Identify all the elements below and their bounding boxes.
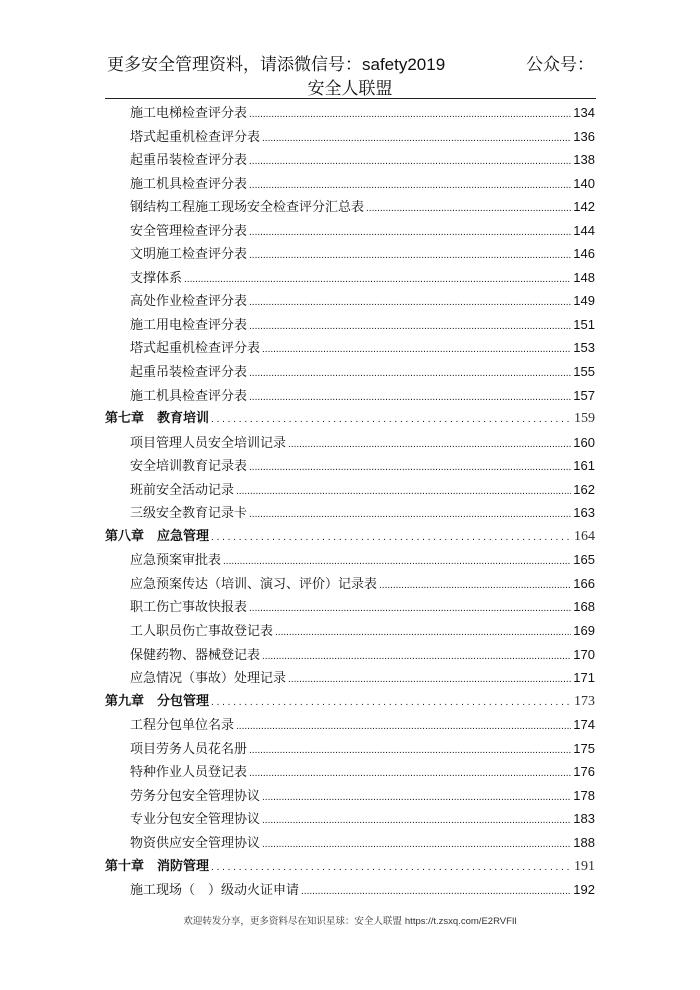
toc-leader-dots: [249, 150, 571, 174]
toc-leader-dots: [249, 174, 571, 198]
toc-page-number: 148: [573, 269, 595, 285]
toc-entry[interactable]: [105, 242, 595, 266]
toc-entry[interactable]: [105, 807, 595, 831]
toc-entry[interactable]: [105, 643, 595, 667]
toc-page-number: 134: [573, 105, 595, 120]
header-rule: [105, 98, 596, 99]
toc-leader-dots: [211, 526, 572, 550]
toc-entry-title: 物资供应安全管理协议: [130, 835, 261, 851]
toc-entry[interactable]: [105, 713, 595, 737]
toc-leader-dots: [379, 574, 571, 598]
toc-entry-title: 专业分包安全管理协议: [130, 812, 261, 828]
toc-page-number: 142: [573, 199, 595, 215]
toc-entry-title: 安全培训教育记录表: [130, 459, 248, 475]
toc-page-number: 174: [573, 717, 595, 733]
toc-page-number: 165: [573, 552, 595, 568]
toc-entry-title: 应急预案传达（培训、演习、评价）记录表: [130, 576, 378, 592]
toc-entry[interactable]: [105, 431, 595, 455]
toc-entry[interactable]: [105, 666, 595, 690]
toc-entry[interactable]: [105, 619, 595, 643]
toc-chapter-entry[interactable]: [105, 525, 595, 549]
toc-page-number: 191: [574, 858, 595, 874]
toc-leader-dots: [249, 456, 571, 480]
toc-entry-title: 钢结构工程施工现场安全检查评分汇总表: [130, 200, 365, 216]
toc-leader-dots: [249, 103, 571, 127]
toc-leader-dots: [249, 244, 571, 268]
toc-entry[interactable]: [105, 384, 595, 408]
toc-entry-title: 施工电梯检查评分表: [130, 106, 248, 121]
toc-entry-title: 塔式起重机检查评分表: [130, 129, 261, 145]
toc-entry[interactable]: [105, 219, 595, 243]
toc-entry-title: 塔式起重机检查评分表: [130, 341, 261, 357]
toc-leader-dots: [262, 338, 571, 362]
toc-leader-dots: [249, 291, 571, 315]
toc-page-number: 149: [573, 293, 595, 309]
toc-page-number: 138: [573, 152, 595, 168]
toc-entry-title: 高处作业检查评分表: [130, 294, 248, 310]
toc-leader-dots: [211, 408, 572, 432]
header-line: [107, 50, 445, 75]
toc-entry[interactable]: [105, 313, 595, 337]
toc-page-number: 163: [573, 505, 595, 521]
toc-leader-dots: [223, 550, 571, 574]
toc-entry[interactable]: [105, 878, 595, 902]
toc-page-number: 140: [573, 175, 595, 191]
toc-leader-dots: [236, 480, 571, 504]
toc-page-number: 151: [573, 316, 595, 332]
toc-page-number: 188: [573, 834, 595, 850]
toc-leader-dots: [184, 268, 571, 292]
toc-entry[interactable]: [105, 148, 595, 172]
toc-entry-title: 第七章 教育培训: [105, 411, 210, 427]
toc-leader-dots: [288, 668, 571, 692]
toc-entry-title: 文明施工检查评分表: [130, 247, 248, 263]
toc-page-number: 192: [573, 882, 595, 898]
toc-page-number: 157: [573, 387, 595, 403]
header-account-name: 安全人联盟: [307, 79, 393, 99]
toc-page-number: 160: [573, 434, 595, 450]
toc-entry[interactable]: [105, 266, 595, 290]
toc-entry-title: 第九章 分包管理: [105, 693, 210, 709]
toc-entry-title: 支撑体系: [130, 270, 183, 286]
toc-leader-dots: [249, 762, 571, 786]
toc-entry[interactable]: [105, 360, 595, 384]
toc-page-number: 178: [573, 787, 595, 803]
toc-leader-dots: [249, 739, 571, 763]
toc-page-number: 170: [573, 646, 595, 662]
toc-entry-title: 特种作业人员登记表: [130, 765, 248, 781]
toc-page-number: 136: [573, 128, 595, 144]
toc-entry[interactable]: [105, 478, 595, 502]
toc-page-number: 164: [574, 528, 595, 544]
toc-entry[interactable]: [105, 831, 595, 855]
toc-entry[interactable]: [105, 172, 595, 196]
toc-entry[interactable]: [105, 760, 595, 784]
toc-page-number: 173: [574, 693, 595, 709]
toc-entry-title: 安全管理检查评分表: [130, 223, 248, 239]
toc-entry[interactable]: [105, 125, 595, 149]
toc-entry[interactable]: [105, 101, 595, 125]
toc-page-number: 162: [573, 481, 595, 497]
toc-entry-title: 三级安全教育记录卡: [130, 506, 248, 522]
toc-entry-title: 起重吊装检查评分表: [130, 153, 248, 169]
toc-page-number: 176: [573, 764, 595, 780]
toc-entry[interactable]: [105, 289, 595, 313]
toc-leader-dots: [249, 362, 571, 386]
toc-entry-title: 项目劳务人员花名册: [130, 741, 248, 757]
footer-link[interactable]: https://t.zsxq.com/E2RVFIl: [404, 916, 517, 927]
toc-entry-title: 应急预案审批表: [130, 553, 222, 569]
toc-leader-dots: [211, 856, 572, 880]
toc-leader-dots: [275, 621, 571, 645]
toc-leader-dots: [262, 833, 571, 857]
toc-leader-dots: [262, 786, 571, 810]
toc-leader-dots: [236, 715, 571, 739]
toc-leader-dots: [249, 315, 571, 339]
toc-entry-title: 职工伤亡事故快报表: [130, 600, 248, 616]
toc-entry-title: 第八章 应急管理: [105, 528, 210, 544]
toc-page-number: 169: [573, 623, 595, 639]
toc-page-number: 183: [573, 811, 595, 827]
toc-page-number: 171: [573, 670, 595, 686]
toc-entry[interactable]: [105, 336, 595, 360]
toc-entry[interactable]: [105, 454, 595, 478]
toc-chapter-entry[interactable]: [105, 690, 595, 714]
toc-entry-title: 施工现场（ ）级动火证申请: [130, 883, 300, 899]
footer: [0, 913, 700, 927]
toc-leader-dots: [288, 433, 571, 457]
toc-entry-title: 施工用电检查评分表: [130, 317, 248, 333]
header-text: 更多安全管理资料，请添微信号：: [107, 55, 362, 75]
toc-entry-title: 工人职员伤亡事故登记表: [130, 624, 274, 640]
toc-page-number: 159: [574, 411, 595, 427]
toc-leader-dots: [249, 597, 571, 621]
toc-entry-title: 劳务分包安全管理协议: [130, 788, 261, 804]
toc-page-number: 161: [573, 458, 595, 474]
toc-leader-dots: [249, 221, 571, 245]
toc-chapter-entry[interactable]: [105, 407, 595, 431]
header-official-account-label: 公众号：: [526, 55, 594, 75]
toc-entry-title: 项目管理人员安全培训记录: [130, 435, 287, 451]
toc-entry-title: 起重吊装检查评分表: [130, 365, 248, 381]
toc-entry-title: 保健药物、器械登记表: [130, 647, 261, 663]
toc-page-number: 146: [573, 246, 595, 262]
toc-leader-dots: [211, 691, 572, 715]
toc-page-number: 175: [573, 740, 595, 756]
toc-entry[interactable]: [105, 548, 595, 572]
toc-page-number: 168: [573, 599, 595, 615]
toc-leader-dots: [262, 127, 571, 151]
toc-leader-dots: [249, 386, 571, 410]
toc-leader-dots: [366, 197, 571, 221]
toc-entry[interactable]: [105, 595, 595, 619]
toc-leader-dots: [262, 645, 571, 669]
toc-entry-title: 班前安全活动记录: [130, 482, 235, 498]
toc-page-number: 153: [573, 340, 595, 356]
toc-entry[interactable]: [105, 501, 595, 525]
toc-chapter-entry[interactable]: [105, 855, 595, 879]
toc-entry[interactable]: [105, 195, 595, 219]
toc-entry-title: 应急情况（事故）处理记录: [130, 671, 287, 687]
toc-entry-title: 施工机具检查评分表: [130, 388, 248, 404]
toc-entry-title: 工程分包单位名录: [130, 718, 235, 734]
toc-entry-title: 施工机具检查评分表: [130, 176, 248, 192]
toc-leader-dots: [262, 809, 571, 833]
toc-leader-dots: [249, 503, 571, 527]
header-wechat-id: safety2019: [362, 55, 446, 74]
toc-entry[interactable]: [105, 737, 595, 761]
toc-entry[interactable]: [105, 572, 595, 596]
toc-leader-dots: [301, 880, 571, 904]
toc-entry[interactable]: [105, 784, 595, 808]
footer-text: 欢迎转发分享，更多资料尽在知识星球：安全人联盟: [183, 916, 402, 927]
toc-page-number: 144: [573, 222, 595, 238]
toc-page-number: 155: [573, 364, 595, 380]
table-of-contents: [105, 101, 595, 902]
toc-page-number: 166: [573, 575, 595, 591]
toc-entry-title: 第十章 消防管理: [105, 858, 210, 874]
